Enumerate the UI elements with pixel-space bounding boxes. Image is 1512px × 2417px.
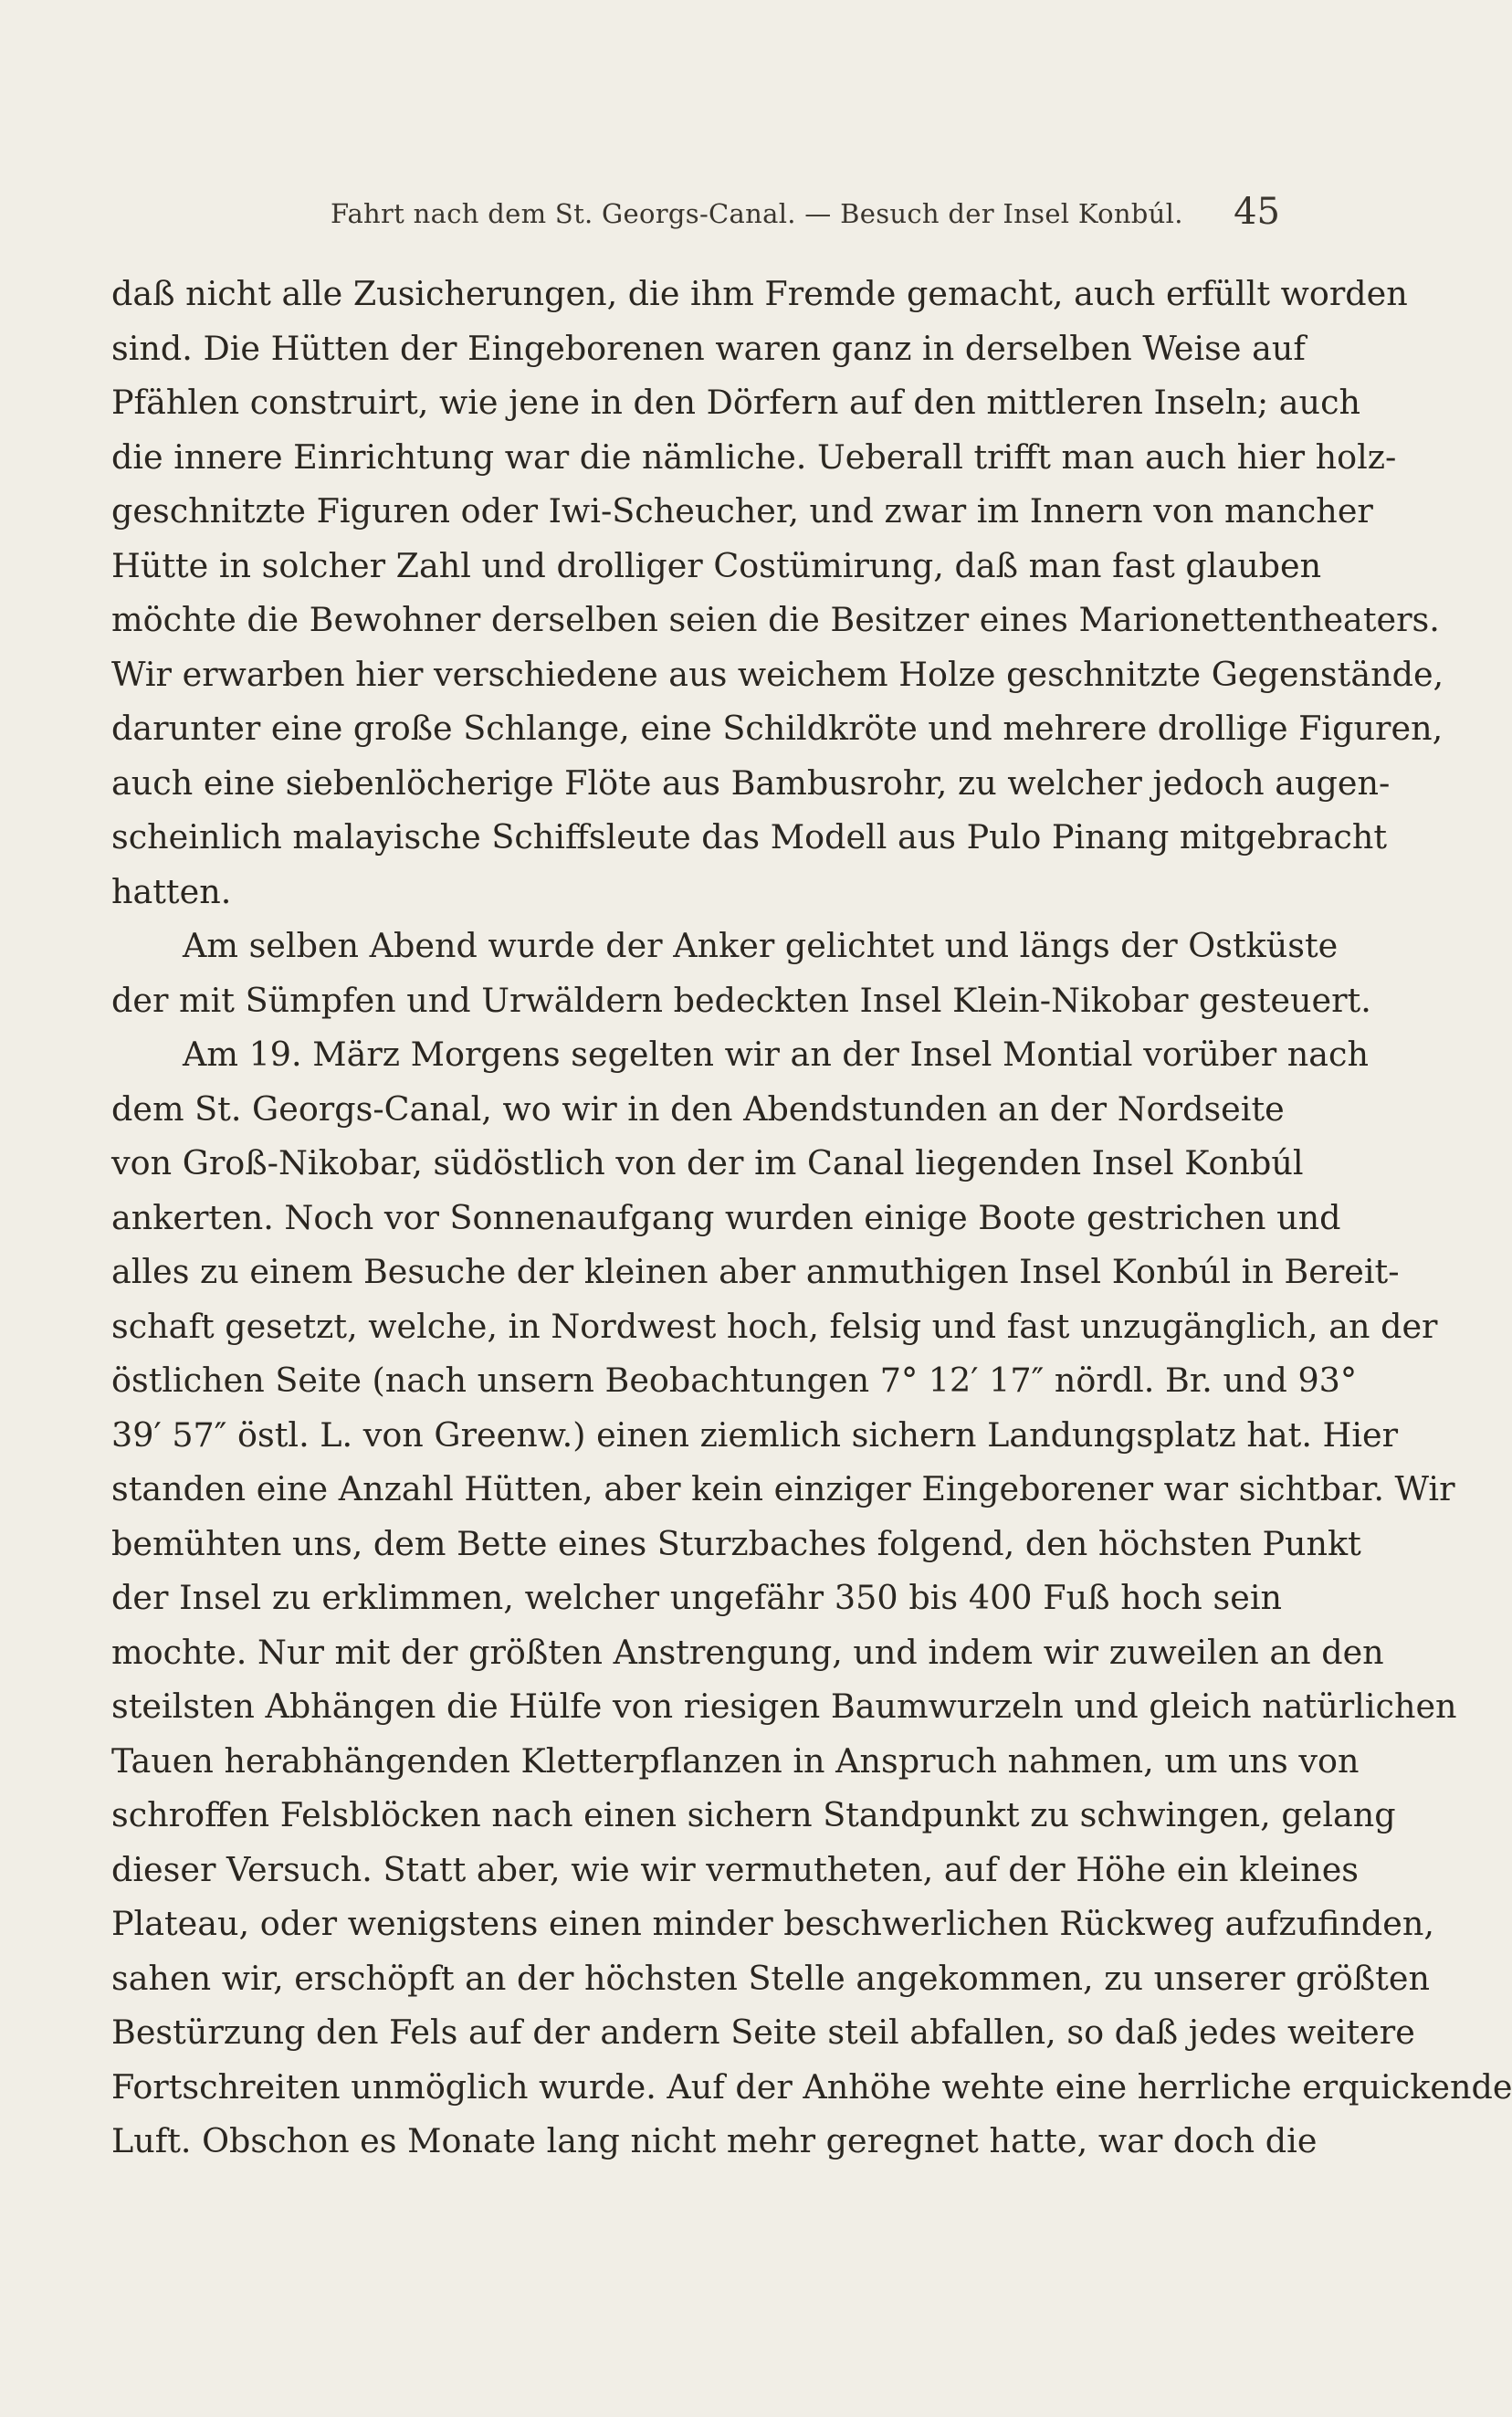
text-line: dieser Versuch. Statt aber, wie wir vermutheten, auf der Höhe ein kleines [111, 1849, 1360, 1889]
text-line: möchte die Bewohner derselben seien die Besitzer eines Marionettentheaters. [111, 600, 1440, 639]
text-line: darunter eine große Schlange, eine Schildkröte und mehrere drollige Figuren, [111, 709, 1444, 748]
text-line: Fortschreiten unmöglich wurde. Auf der Anhöhe wehte eine herrliche erquickende [111, 2066, 1512, 2107]
text-line: daß nicht alle Zusicherungen, die ihm Fremde gemacht, auch erfüllt worden [111, 274, 1408, 313]
body-text [111, 267, 1512, 2169]
text-line: 39′ 57″ östl. L. von Greenw.) einen ziemlich sichern Landungsplatz hat. Hier [111, 1414, 1399, 1455]
text-line: auch eine siebenlöcherige Flöte aus Bambusrohr, zu welcher jedoch augen- [111, 762, 1391, 803]
text-line: sind. Die Hütten der Eingeborenen waren ganz in derselben Weise auf [111, 328, 1306, 368]
text-line: steilsten Abhängen die Hülfe von riesigen Baumwurzeln und gleich natürlichen [111, 1687, 1457, 1726]
text-line: Hütte in solcher Zahl und drolliger Costümirung, daß man fast glauben [111, 545, 1322, 585]
page-header [111, 187, 1289, 233]
text-line: Am 19. März Morgens segelten wir an der Insel Montial vorüber nach [183, 1035, 1369, 1074]
text-line: dem St. Georgs-Canal, wo wir in den Abendstunden an der Nordseite [111, 1088, 1285, 1129]
text-line: der Insel zu erklimmen, welcher ungefähr 350 bis 400 Fuß hoch sein [111, 1578, 1282, 1617]
text-line: Wir erwarben hier verschiedene aus weichem Holze geschnitzte Gegenstände, [111, 654, 1444, 694]
text-line: Am selben Abend wurde der Anker gelichtet und längs der Ostküste [183, 926, 1339, 965]
text-line: scheinlich malayische Schiffsleute das Modell aus Pulo Pinang mitgebracht [111, 817, 1388, 856]
text-line: der mit Sümpfen und Urwäldern bedeckten Insel Klein-Nikobar gesteuert. [111, 980, 1371, 1020]
text-line: geschnitzte Figuren oder Iwi-Scheucher, und zwar im Innern von mancher [111, 491, 1373, 531]
text-line: hatten. [111, 871, 232, 911]
text-line: Bestürzung den Fels auf der andern Seite steil abfallen, so daß jedes weitere [111, 2012, 1415, 2052]
text-line: Luft. Obschon es Monate lang nicht mehr geregnet hatte, war doch die [111, 2121, 1318, 2160]
text-line: Tauen herabhängenden Kletterpflanzen in Anspruch nahmen, um uns von [111, 1740, 1360, 1781]
text-line: standen eine Anzahl Hütten, aber kein einziger Eingeborener war sichtbar. Wir [111, 1469, 1455, 1508]
text-line: schroffen Felsblöcken nach einen sichern Standpunkt zu schwingen, gelang [111, 1795, 1396, 1834]
text-line: Pfählen construirt, wie jene in den Dörfern auf den mittleren Inseln; auch [111, 383, 1361, 422]
text-line: bemühten uns, dem Bette eines Sturzbaches folgend, den höchsten Punkt [111, 1523, 1361, 1563]
page-number: 45 [1234, 191, 1280, 233]
text-line: mochte. Nur mit der größten Anstrengung, und indem wir zuweilen an den [111, 1632, 1384, 1672]
text-line: sahen wir, erschöpft an der höchsten Stelle angekommen, zu unserer größten [111, 1958, 1430, 1998]
text-line: von Groß-Nikobar, südöstlich von der im Canal liegenden Insel Konbúl [111, 1143, 1304, 1182]
running-title: Fahrt nach dem St. Georgs-Canal. — Besuch der Insel Konbúl. [331, 198, 1183, 229]
text-line: alles zu einem Besuche der kleinen aber anmuthigen Insel Konbúl in Bereit- [111, 1252, 1400, 1291]
text-line: östlichen Seite (nach unsern Beobachtungen 7° 12′ 17″ nördl. Br. und 93° [111, 1361, 1358, 1400]
text-line: die innere Einrichtung war die nämliche. Ueberall trifft man auch hier holz- [111, 436, 1397, 477]
text-line: ankerten. Noch vor Sonnenaufgang wurden einige Boote gestrichen und [111, 1197, 1341, 1237]
text-line: schaft gesetzt, welche, in Nordwest hoch, felsig und fast unzugänglich, an der [111, 1306, 1438, 1346]
text-line: Plateau, oder wenigstens einen minder beschwerlichen Rückweg aufzufinden, [111, 1904, 1435, 1943]
